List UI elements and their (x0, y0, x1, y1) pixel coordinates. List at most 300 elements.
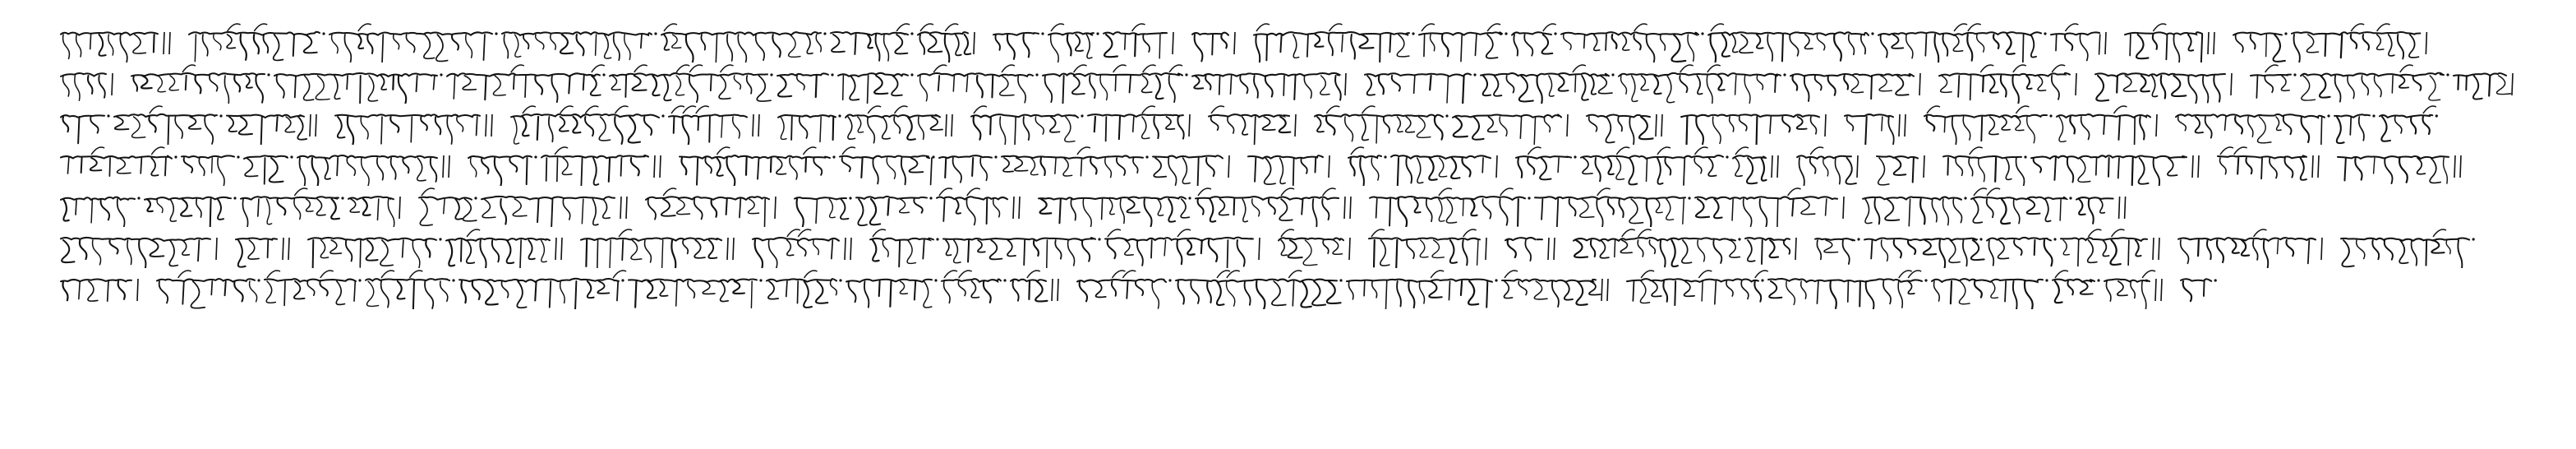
ink-stroke (672, 35, 681, 48)
ink-stroke (277, 76, 284, 98)
ink-stroke (884, 35, 889, 61)
ink-stroke (1076, 35, 1083, 51)
ink-stroke (1762, 240, 1763, 264)
ink-stroke (1871, 32, 1873, 35)
ink-stroke (797, 76, 804, 90)
ink-stroke (256, 76, 263, 103)
ink-stroke (2251, 75, 2291, 76)
ink-stroke (2188, 35, 2193, 51)
ink-stroke (664, 35, 669, 50)
ink-stroke (861, 158, 862, 178)
ink-stroke (842, 147, 855, 155)
ink-stroke (1024, 240, 1025, 265)
ink-stroke (1185, 73, 1187, 76)
ink-stroke (2411, 117, 2416, 134)
ink-stroke (2055, 271, 2068, 278)
ink-stroke (2327, 114, 2329, 117)
ink-stroke (520, 240, 521, 268)
ink-stroke (212, 158, 213, 173)
ink-stroke (2053, 238, 2056, 240)
manuscript-line (58, 145, 2514, 186)
ink-stroke (1050, 117, 1060, 132)
ink-stroke (734, 76, 740, 89)
ink-stroke (362, 158, 369, 186)
ink-stroke (958, 281, 965, 296)
ink-stroke (832, 155, 835, 158)
ink-stroke (1983, 76, 1984, 91)
ink-stroke (1077, 147, 1090, 155)
ink-stroke (2096, 76, 2108, 101)
ink-stroke (1580, 199, 1594, 217)
ink-stroke (1949, 240, 1960, 262)
ink-stroke (2392, 76, 2393, 93)
ink-stroke (1647, 35, 1655, 62)
ink-stroke (2308, 240, 2309, 263)
ink-stroke (1934, 281, 1940, 301)
ink-stroke (2266, 35, 2267, 57)
ink-stroke (1463, 229, 1477, 237)
ink-stroke (1228, 117, 1234, 133)
ink-stroke (849, 197, 851, 199)
ink-stroke (274, 35, 283, 60)
ink-stroke (99, 35, 105, 56)
ink-stroke (93, 240, 101, 265)
ink-stroke (813, 240, 819, 255)
ink-stroke (1040, 199, 1052, 214)
ink-stroke (1735, 158, 1742, 176)
ink-stroke (413, 281, 414, 309)
ink-stroke (1068, 240, 1075, 266)
ink-stroke (81, 158, 82, 173)
ink-stroke (895, 35, 907, 53)
ink-stroke (2131, 281, 2135, 298)
ink-stroke (1364, 281, 1365, 296)
ink-stroke (1254, 32, 1409, 35)
ink-stroke (1419, 281, 1424, 303)
ink-stroke (131, 73, 265, 76)
ink-stroke (613, 271, 626, 278)
ink-stroke (1618, 117, 1622, 131)
ink-stroke (535, 76, 542, 95)
ink-stroke (276, 117, 277, 131)
ink-stroke (1182, 158, 1190, 183)
ink-stroke (918, 32, 968, 35)
ink-stroke (946, 240, 952, 255)
ink-stroke (562, 158, 571, 174)
ink-stroke (1528, 147, 1541, 155)
ink-stroke (1847, 117, 1854, 131)
ink-stroke (1608, 158, 1614, 174)
ink-stroke (987, 199, 988, 224)
ink-stroke (2001, 199, 2010, 224)
ink-stroke (1748, 240, 1755, 262)
ink-stroke (1920, 199, 1924, 224)
ink-stroke (1654, 76, 1661, 94)
ink-stroke (1505, 32, 1507, 35)
ink-stroke (1688, 35, 1694, 61)
ink-stroke (1380, 240, 1389, 266)
ink-stroke (1279, 199, 1293, 220)
ink-stroke (2357, 240, 2365, 259)
ink-stroke (2321, 117, 2322, 145)
ink-stroke (1810, 158, 1816, 174)
ink-stroke (1301, 281, 1311, 308)
ink-stroke (624, 35, 630, 59)
ink-stroke (341, 197, 343, 199)
ink-stroke (804, 281, 812, 308)
ink-stroke (2065, 24, 2078, 31)
ink-stroke (1712, 117, 1721, 143)
ink-stroke (1127, 199, 1140, 213)
ink-stroke (133, 76, 137, 91)
ink-stroke (2277, 240, 2278, 254)
ink-stroke (2292, 32, 2420, 35)
ink-stroke (1027, 271, 1040, 278)
ink-stroke (1000, 117, 1006, 145)
ink-stroke (2273, 35, 2284, 62)
ink-stroke (1345, 117, 1353, 141)
ink-stroke (1899, 114, 1900, 137)
ink-stroke (90, 35, 91, 49)
ink-stroke (661, 199, 675, 216)
ink-stroke (2281, 76, 2289, 90)
ink-stroke (78, 117, 79, 143)
ink-stroke (2139, 158, 2149, 184)
ink-stroke (1815, 238, 1855, 241)
ink-stroke (2045, 199, 2051, 221)
ink-stroke (841, 199, 849, 220)
ink-stroke (480, 240, 486, 268)
ink-stroke (733, 238, 734, 260)
ink-stroke (2078, 158, 2090, 182)
ink-stroke (1942, 35, 1947, 56)
ink-stroke (2355, 158, 2362, 180)
ink-stroke (1242, 117, 1248, 135)
ink-stroke (892, 76, 902, 95)
ink-stroke (1007, 240, 1016, 256)
ink-stroke (2214, 76, 2219, 102)
ink-stroke (1419, 32, 1502, 35)
ink-stroke (1641, 271, 1654, 278)
ink-stroke (755, 240, 763, 268)
ink-stroke (708, 240, 717, 258)
ink-stroke (1113, 65, 1127, 72)
ink-stroke (1684, 281, 1695, 296)
ink-stroke (1486, 281, 1487, 308)
ink-stroke (1859, 281, 1860, 306)
ink-stroke (850, 76, 859, 100)
ink-stroke (1506, 76, 1514, 93)
ink-stroke (1156, 76, 1164, 99)
ink-stroke (1671, 35, 1685, 62)
ink-stroke (2246, 158, 2251, 174)
ink-stroke (551, 76, 557, 102)
ink-stroke (2044, 240, 2053, 266)
ink-stroke (1953, 199, 1961, 223)
ink-stroke (2430, 158, 2440, 183)
ink-stroke (313, 240, 314, 268)
ink-stroke (420, 199, 432, 225)
ink-stroke (1445, 114, 1448, 117)
ink-stroke (956, 199, 961, 214)
ink-stroke (2302, 117, 2310, 142)
ink-stroke (593, 158, 598, 185)
ink-stroke (1757, 117, 1758, 145)
ink-stroke (1611, 73, 1614, 76)
ink-stroke (1312, 281, 1325, 305)
ink-stroke (1106, 117, 1107, 141)
ink-stroke (1964, 197, 1966, 199)
ink-stroke (1288, 240, 1302, 258)
ink-stroke (994, 155, 997, 158)
ink-stroke (1701, 32, 1703, 35)
ink-stroke (1656, 114, 1657, 137)
ink-stroke (1927, 117, 1935, 131)
ink-stroke (944, 271, 957, 278)
ink-stroke (1422, 24, 1435, 31)
ink-stroke (843, 76, 844, 100)
ink-stroke (939, 188, 952, 196)
ink-stroke (1344, 197, 1345, 219)
ink-stroke (1074, 65, 1087, 72)
ink-stroke (1638, 240, 1643, 257)
ink-stroke (899, 240, 900, 266)
ink-stroke (2016, 106, 2029, 113)
ink-stroke (513, 199, 527, 216)
ink-stroke (1680, 76, 1687, 92)
ink-stroke (1747, 158, 1757, 183)
ink-stroke (1212, 35, 1213, 55)
ink-stroke (1634, 35, 1641, 49)
ink-stroke (191, 281, 205, 308)
ink-stroke (1661, 114, 1662, 137)
ink-stroke (1589, 281, 1601, 294)
ink-stroke (798, 240, 806, 256)
ink-stroke (583, 76, 584, 90)
ink-stroke (525, 76, 526, 97)
ink-stroke (482, 199, 495, 218)
ink-stroke (2128, 240, 2129, 265)
ink-stroke (493, 76, 505, 95)
ink-stroke (320, 271, 334, 278)
ink-stroke (411, 117, 412, 142)
ink-stroke (1237, 240, 1245, 266)
ink-stroke (1857, 238, 1859, 240)
ink-stroke (2204, 281, 2205, 296)
ink-stroke (939, 155, 992, 158)
ink-stroke (1810, 147, 1823, 155)
ink-stroke (293, 35, 294, 56)
ink-stroke (689, 76, 698, 102)
ink-stroke (971, 114, 1078, 118)
ink-stroke (1342, 35, 1343, 52)
ink-stroke (1339, 279, 1342, 281)
ink-stroke (2207, 240, 2211, 259)
ink-stroke (1281, 188, 1294, 196)
ink-stroke (381, 117, 382, 144)
ink-stroke (1528, 158, 1534, 174)
ink-stroke (1616, 158, 1624, 179)
ink-stroke (1293, 35, 1299, 58)
ink-stroke (1323, 188, 1336, 196)
ink-stroke (1865, 199, 1872, 224)
ink-stroke (2125, 197, 2126, 219)
ink-stroke (1326, 106, 1339, 113)
ink-stroke (284, 281, 285, 305)
ink-stroke (267, 199, 272, 224)
ink-stroke (2208, 32, 2209, 54)
ink-stroke (1823, 158, 1828, 176)
ink-stroke (1777, 155, 1778, 178)
ink-stroke (338, 117, 345, 138)
ink-stroke (1574, 240, 1588, 257)
ink-stroke (1198, 158, 1199, 186)
ink-stroke (2012, 76, 2019, 104)
ink-stroke (2025, 281, 2033, 309)
ink-stroke (1782, 117, 1790, 132)
ink-stroke (738, 35, 746, 62)
ink-stroke (1406, 158, 1412, 183)
ink-stroke (1166, 117, 1174, 129)
ink-stroke (2429, 76, 2440, 100)
ink-stroke (1245, 281, 1251, 305)
ink-stroke (585, 106, 598, 113)
ink-stroke (2051, 32, 2099, 35)
ink-stroke (2362, 76, 2368, 95)
ink-stroke (2251, 35, 2256, 49)
ink-stroke (1969, 158, 1973, 176)
ink-stroke (1177, 229, 1191, 237)
ink-stroke (290, 155, 293, 158)
ink-stroke (1071, 199, 1076, 220)
ink-stroke (620, 197, 621, 219)
ink-stroke (1988, 240, 1993, 266)
ink-stroke (1801, 281, 1806, 299)
ink-stroke (1192, 33, 1228, 35)
ink-stroke (2024, 155, 2026, 158)
ink-stroke (2294, 35, 2300, 62)
ink-stroke (515, 35, 521, 57)
ink-stroke (1125, 240, 1133, 255)
ink-stroke (1518, 281, 1527, 295)
manuscript-line (58, 268, 2514, 309)
ink-stroke (2105, 32, 2106, 54)
ink-stroke (347, 158, 355, 175)
ink-stroke (2205, 117, 2212, 138)
ink-stroke (1475, 35, 1476, 55)
ink-stroke (61, 115, 104, 118)
ink-stroke (1881, 35, 1887, 58)
ink-stroke (528, 240, 534, 259)
ink-stroke (2060, 199, 2061, 220)
ink-stroke (1956, 158, 1962, 175)
ink-stroke (346, 240, 352, 262)
ink-stroke (388, 199, 394, 227)
ink-stroke (2214, 279, 2217, 281)
ink-stroke (919, 35, 924, 54)
ink-stroke (1104, 35, 1117, 57)
ink-stroke (2155, 279, 2156, 301)
ink-stroke (466, 35, 472, 58)
ink-stroke (99, 76, 104, 98)
ink-stroke (1878, 32, 2041, 35)
ink-stroke (786, 281, 787, 297)
ink-stroke (1726, 281, 1733, 296)
ink-stroke (1995, 158, 1996, 182)
ink-stroke (2344, 158, 2345, 180)
ink-stroke (1573, 65, 1586, 72)
ink-stroke (726, 199, 727, 215)
ink-stroke (2013, 281, 2017, 308)
ink-stroke (1544, 117, 1550, 132)
ink-stroke (549, 117, 553, 141)
ink-stroke (1483, 76, 1491, 95)
ink-stroke (820, 117, 821, 141)
ink-stroke (1505, 271, 1518, 278)
ink-stroke (182, 155, 234, 158)
ink-stroke (1954, 24, 1967, 31)
ink-stroke (631, 240, 642, 260)
ink-stroke (1534, 281, 1547, 299)
ink-stroke (551, 199, 552, 226)
ink-stroke (2016, 158, 2025, 186)
ink-stroke (816, 76, 817, 97)
ink-stroke (474, 197, 477, 199)
ink-stroke (1098, 238, 1100, 240)
ink-stroke (360, 76, 361, 104)
ink-stroke (1153, 155, 1223, 158)
ink-stroke (1158, 199, 1164, 215)
ink-stroke (698, 117, 699, 130)
ink-stroke (2044, 32, 2046, 35)
ink-stroke (88, 76, 93, 94)
ink-stroke (169, 32, 170, 54)
ink-stroke (1865, 117, 1866, 145)
ink-stroke (300, 158, 306, 186)
ink-stroke (1396, 240, 1397, 268)
ink-stroke (873, 240, 879, 262)
ink-stroke (1944, 117, 1945, 132)
ink-stroke (920, 24, 933, 31)
ink-stroke (1695, 147, 1708, 155)
ink-stroke (1234, 32, 1235, 54)
ink-stroke (2385, 240, 2393, 260)
ink-stroke (1755, 271, 1768, 278)
ink-stroke (394, 35, 399, 49)
ink-stroke (1564, 35, 1571, 49)
ink-stroke (2335, 76, 2341, 102)
ink-stroke (1740, 35, 1753, 53)
ink-stroke (1534, 117, 1535, 145)
ink-stroke (1002, 155, 1143, 158)
ink-stroke (1726, 155, 1728, 158)
ink-stroke (597, 281, 609, 294)
ink-stroke (1117, 158, 1125, 175)
ink-stroke (617, 281, 618, 300)
ink-stroke (683, 106, 696, 113)
ink-stroke (712, 199, 717, 217)
ink-stroke (1376, 117, 1377, 143)
ink-stroke (195, 35, 196, 62)
ink-stroke (1256, 281, 1265, 309)
ink-stroke (426, 240, 430, 257)
ink-stroke (151, 147, 164, 155)
ink-stroke (1632, 76, 1638, 101)
ink-stroke (937, 197, 1007, 199)
ink-stroke (1209, 240, 1217, 262)
ink-stroke (2095, 73, 2225, 76)
ink-stroke (132, 117, 145, 138)
